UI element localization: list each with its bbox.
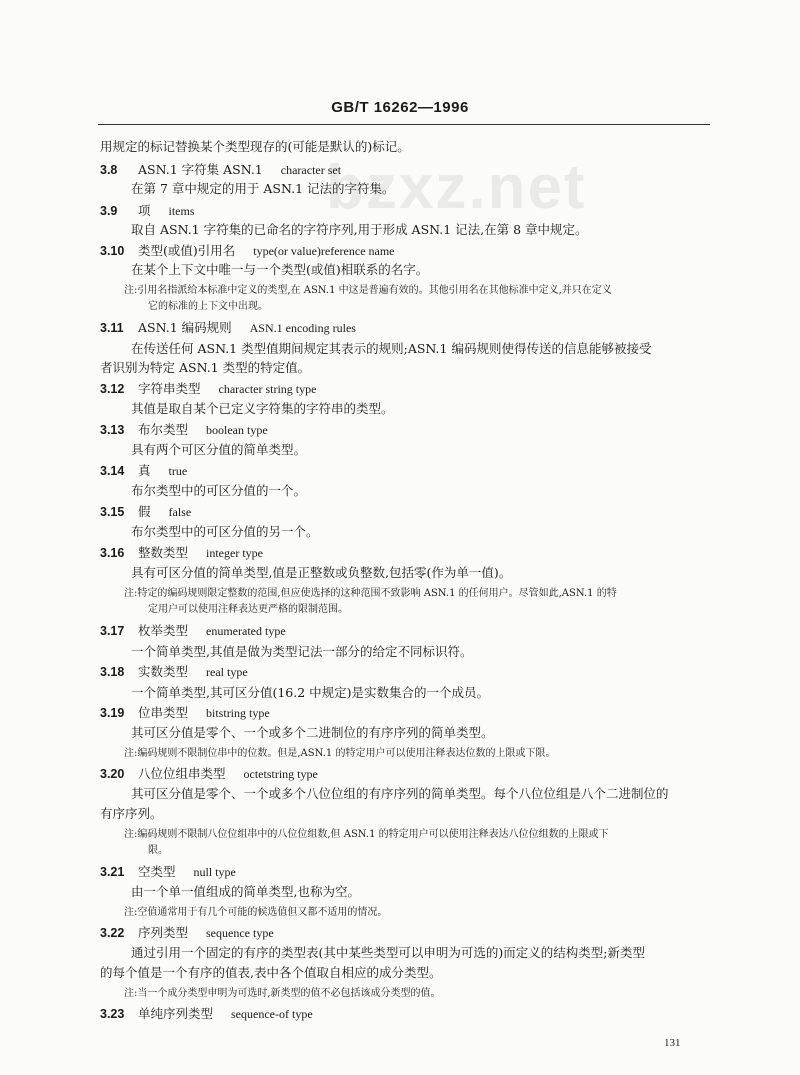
definition-continued: 有序序列。 [100,806,163,821]
term-3-11 [100,320,712,336]
term-number: 3.11 [100,321,124,335]
note: 注:当一个成分类型申明为可选时,新类型的值不必包括该成分类型的值。 [124,988,441,999]
term-title: 布尔类型 [138,422,189,437]
term-title: 真 [138,463,151,478]
term-number: 3.15 [100,505,125,519]
term-english: bitstring type [206,706,270,720]
note: 注:编码规则不限制八位位组串中的八位位组数,但 ASN.1 的特定用户可以使用注释表达八位位组数的上限或下 [124,829,609,840]
term-number: 3.13 [100,423,125,437]
term-3-16 [100,545,712,561]
definition: 其值是取自某个已定义字符集的字符串的类型。 [131,401,394,416]
note: 注:引用名指派给本标准中定义的类型,在 ASN.1 中这是普遍有效的。其他引用名在其他标准中定义,并只在定义 [124,285,612,296]
term-title: 类型(或值)引用名 [138,243,236,258]
term-title: 序列类型 [138,925,189,940]
standard-header: GB/T 16262—1996 [331,99,469,116]
term-title: 整数类型 [138,545,189,560]
term-number: 3.8 [100,163,118,177]
note: 注:特定的编码规则限定整数的范围,但应使选择的这种范围不致影响 ASN.1 的任何用户。尽管如此,ASN.1 的特 [124,588,617,599]
term-number: 3.20 [100,767,125,781]
term-english: false [168,505,192,519]
watermark: bzxz.net [326,153,587,222]
term-3-18 [100,664,712,680]
term-english: type(or value)reference name [253,244,395,258]
term-3-23 [100,1006,712,1022]
term-title: 字符串类型 [138,381,201,396]
term-english: ASN.1 encoding rules [249,321,356,335]
definition: 在传送任何 ASN.1 类型值期间规定其表示的规则;ASN.1 编码规则使得传送的信息能够被接受 [131,341,652,356]
term-title: 项 [138,203,151,218]
definition: 布尔类型中的可区分值的一个。 [131,483,307,498]
term-title: 八位位组串类型 [138,766,226,781]
term-english: octetstring type [243,767,318,781]
definition: 由一个单一值组成的简单类型,也称为空。 [131,884,360,899]
term-number: 3.16 [100,546,125,560]
term-3-8 [100,162,712,178]
note: 注:编码规则不限制位串中的位数。但是,ASN.1 的特定用户可以使用注释表达位数的上限或下限。 [124,748,556,759]
term-english: real type [206,665,248,679]
term-3-17 [100,623,712,639]
term-number: 3.10 [100,244,125,258]
term-number: 3.9 [100,204,118,218]
term-title: 单纯序列类型 [138,1006,214,1021]
note: 注:空值通常用于有几个可能的候选值但又都不适用的情况。 [124,907,388,918]
definition: 一个简单类型,其值是做为类型记法一部分的给定不同标识符。 [131,644,473,659]
definition: 布尔类型中的可区分值的另一个。 [131,524,319,539]
term-english: enumerated type [206,624,286,638]
definition: 具有可区分值的简单类型,值是正整数或负整数,包括零(作为单一值)。 [131,565,512,580]
definition: 在第 7 章中规定的用于 ASN.1 记法的字符集。 [131,181,395,196]
term-english: items [168,204,195,218]
term-number: 3.18 [100,665,125,679]
term-english: null type [193,865,236,879]
text-line: 用规定的标记替换某个类型现存的(可能是默认的)标记。 [100,139,410,154]
definition: 一个简单类型,其可区分值(16.2 中规定)是实数集合的一个成员。 [131,685,490,700]
term-english: character string type [218,382,317,396]
definition: 具有两个可区分值的简单类型。 [131,442,307,457]
term-number: 3.19 [100,706,125,720]
term-english: true [168,464,188,478]
term-title: ASN.1 编码规则 [138,320,232,335]
term-3-10 [100,243,712,259]
term-number: 3.21 [100,865,125,879]
term-3-14 [100,463,712,479]
term-3-22 [100,925,712,941]
definition: 取自 ASN.1 字符集的已命名的字符序列,用于形成 ASN.1 记法,在第 8 章中规定。 [131,222,588,237]
term-english: integer type [206,546,263,560]
term-3-9 [100,203,712,219]
term-3-19 [100,705,712,721]
term-3-12 [100,381,712,397]
term-3-15 [100,504,712,520]
term-3-13 [100,422,712,438]
term-number: 3.22 [100,926,125,940]
definition-continued: 的每个值是一个有序的值表,表中各个值取自相应的成分类型。 [100,965,442,980]
definition: 其可区分值是零个、一个或多个二进制位的有序序列的简单类型。 [131,725,494,740]
header-rule [98,124,710,125]
definition: 在某个上下文中唯一与一个类型(或值)相联系的名字。 [131,262,429,277]
term-number: 3.12 [100,382,125,396]
term-title: ASN.1 字符集 ASN.1 [138,162,263,177]
term-english: character set [280,163,342,177]
term-3-20 [100,766,712,782]
term-title: 位串类型 [138,705,189,720]
note-continued: 限。 [148,845,168,856]
term-number: 3.14 [100,464,125,478]
term-title: 实数类型 [138,664,189,679]
definition-continued: 者识别为特定 ASN.1 类型的特定值。 [100,360,311,375]
term-title: 假 [138,504,151,519]
term-english: sequence type [206,926,274,940]
term-3-21 [100,864,712,880]
note-continued: 定用户可以使用注释表达更严格的限制范围。 [148,604,348,615]
note-continued: 它的标准的上下文中出现。 [148,301,268,312]
term-title: 空类型 [138,864,176,879]
term-title: 枚举类型 [138,623,189,638]
term-number: 3.23 [100,1007,125,1021]
definition: 其可区分值是零个、一个或多个八位位组的有序序列的简单类型。每个八位位组是八个二进制位的 [131,786,669,801]
term-english: boolean type [206,423,268,437]
definition: 通过引用一个固定的有序的类型表(其中某些类型可以申明为可选的)而定义的结构类型;新类型 [131,945,645,960]
term-english: sequence-of type [231,1007,313,1021]
term-number: 3.17 [100,624,125,638]
page-number: 131 [664,1037,681,1049]
